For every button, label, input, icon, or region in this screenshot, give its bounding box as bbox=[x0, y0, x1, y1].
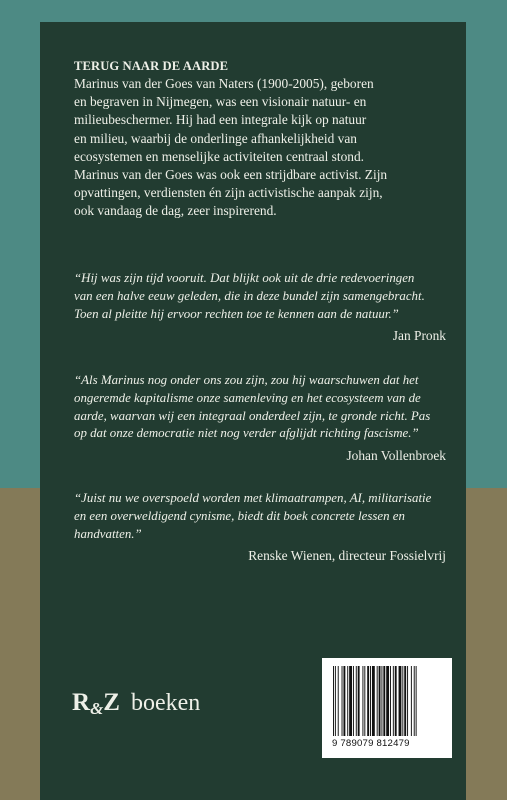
intro-line: ook vandaag de dag, zeer inspirerend. bbox=[74, 203, 277, 219]
quote-author: Jan Pronk bbox=[392, 328, 446, 344]
intro-line: en milieu, waarbij de onderlinge afhankelijkheid van bbox=[74, 130, 357, 146]
logo-letter-z: Z bbox=[103, 689, 119, 716]
intro-line: ecosystemen en menselijke activiteiten centraal stond. bbox=[74, 148, 365, 164]
cover-heading: TERUG NAAR DE AARDE bbox=[74, 59, 229, 73]
isbn-barcode bbox=[322, 658, 452, 758]
intro-line: Marinus van der Goes van Naters (1900-2005), geboren bbox=[74, 76, 374, 91]
publisher-logo bbox=[72, 688, 200, 718]
quote-line: “Hij was zijn tijd vooruit. Dat blijkt ook uit de drie redevoeringen bbox=[74, 271, 415, 285]
intro-paragraph bbox=[74, 75, 444, 221]
quote-author: Johan Vollenbroek bbox=[346, 448, 446, 464]
quote-block-johan-vollenbroek bbox=[74, 372, 446, 465]
quote-line: op dat onze democratie niet nog verder afglijdt richting fascisme.” bbox=[74, 426, 419, 441]
quote-author: Renske Wienen, directeur Fossielvrij bbox=[248, 548, 446, 564]
quote-line: ongeremde kapitalisme onze samenleving en het ecosysteem van de bbox=[74, 390, 421, 405]
quote-line: Toen al pleitte hij ervoor rechten toe te kennen aan de natuur.” bbox=[74, 306, 399, 321]
quote-text bbox=[74, 372, 446, 443]
publisher-wordmark: boeken bbox=[130, 689, 201, 716]
intro-line: en begraven in Nijmegen, was een visionair natuur- en bbox=[74, 94, 367, 110]
logo-ampersand: & bbox=[90, 699, 103, 718]
quote-line: en een overweldigend cynisme, biedt dit boek concrete lessen en bbox=[74, 508, 405, 523]
quote-line: aarde, waarvan wij een integraal onderdeel zijn, te gronde richt. Pas bbox=[74, 408, 431, 423]
quote-line: “Als Marinus nog onder ons zou zijn, zou hij waarschuwen dat het bbox=[74, 373, 419, 387]
book-back-cover bbox=[40, 22, 466, 800]
quote-block-jan-pronk bbox=[74, 270, 446, 345]
intro-line: milieubeschermer. Hij had een integrale kijk op natuur bbox=[74, 112, 367, 128]
quote-block-renske-wienen bbox=[74, 490, 446, 565]
isbn-digits: 9 789079 812479 bbox=[332, 738, 410, 749]
quote-text bbox=[74, 490, 446, 543]
quote-line: handvatten.” bbox=[74, 526, 142, 541]
barcode-bars-icon bbox=[332, 666, 442, 736]
intro-line: opvattingen, verdiensten én zijn activistische aanpak zijn, bbox=[74, 185, 383, 201]
quote-text bbox=[74, 270, 446, 323]
intro-line: Marinus van der Goes was ook een strijdbare activist. Zijn bbox=[74, 167, 388, 183]
intro-section bbox=[74, 58, 444, 221]
publisher-logo-mark bbox=[72, 689, 119, 717]
logo-letter-r: R bbox=[72, 689, 90, 716]
quote-line: van een halve eeuw geleden, die in deze bundel zijn samengebracht. bbox=[74, 288, 425, 303]
quote-line: “Juist nu we overspoeld worden met klimaatrampen, AI, militarisatie bbox=[74, 491, 432, 505]
